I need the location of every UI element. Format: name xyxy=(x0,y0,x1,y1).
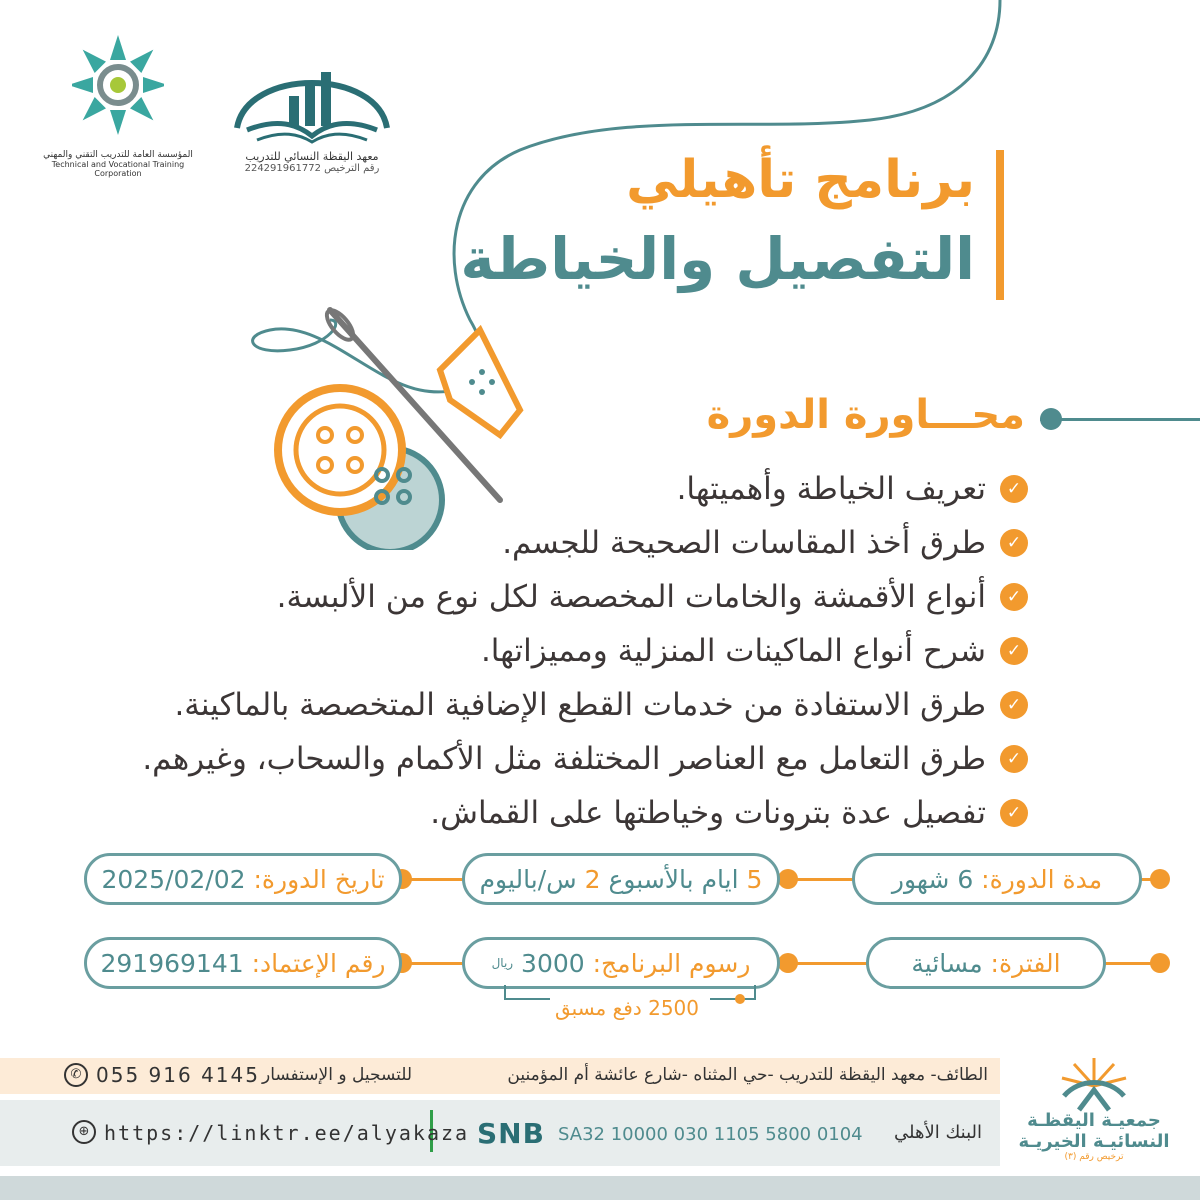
duration-label: مدة الدورة: xyxy=(981,864,1103,894)
topic-text: تفصيل عدة بترونات وخياطتها على القماش. xyxy=(430,795,986,831)
date-label: تاريخ الدورة: xyxy=(253,864,385,894)
linktree-link[interactable]: https://linktr.ee/alyakaza xyxy=(104,1121,470,1145)
section-connector-dot xyxy=(1040,408,1062,430)
charity-name-line2: النسائيـة الخيريـة xyxy=(1018,1131,1170,1152)
list-item xyxy=(48,786,1028,840)
connector-dot xyxy=(1150,953,1170,973)
check-icon: ✓ xyxy=(1000,745,1028,773)
duration-value: 6 شهور xyxy=(891,864,974,894)
charity-name-line1: جمعيـة اليقظـة xyxy=(1027,1110,1161,1131)
address-text: الطائف- معهد اليقظة للتدريب -حي المثناه -شارع عائشة أم المؤمنين xyxy=(507,1065,988,1085)
snb-logo: SNB xyxy=(477,1117,545,1150)
institute-license: رقم الترخيص 224291961772 xyxy=(244,163,380,174)
list-item xyxy=(48,570,1028,624)
register-label: للتسجيل و الإستفسار xyxy=(262,1065,413,1085)
accreditation-value: 291969141 xyxy=(100,948,244,978)
list-item xyxy=(48,624,1028,678)
connector-dot xyxy=(1150,869,1170,889)
check-icon: ✓ xyxy=(1000,637,1028,665)
institute-emblem-icon xyxy=(227,48,397,144)
institute-name: معهد اليقظة النسائي للتدريب xyxy=(245,150,379,163)
period-label: الفترة: xyxy=(990,948,1061,978)
phone-number[interactable]: 055 916 4145 xyxy=(96,1063,260,1087)
institute-logo xyxy=(222,48,402,174)
list-item xyxy=(48,462,1028,516)
accreditation-label: رقم الإعتماد: xyxy=(251,948,386,978)
phone-icon: ✆ xyxy=(64,1063,88,1087)
tvtc-emblem-icon xyxy=(72,30,164,140)
course-topics-heading: محـــاورة الدورة xyxy=(706,392,1025,438)
list-item xyxy=(48,732,1028,786)
check-icon: ✓ xyxy=(1000,691,1028,719)
bank-name: البنك الأهلي xyxy=(894,1122,982,1143)
check-icon: ✓ xyxy=(1000,529,1028,557)
topic-text: طرق أخذ المقاسات الصحيحة للجسم. xyxy=(502,525,986,561)
course-date-pill xyxy=(84,853,402,905)
connector-dot xyxy=(778,869,798,889)
period-value: مسائية xyxy=(911,948,983,978)
footer-strip xyxy=(0,1176,1200,1200)
section-connector-line xyxy=(1040,418,1200,421)
program-name-title: التفصيل والخياطة xyxy=(460,225,975,293)
schedule-text: ايام بالأسبوع xyxy=(608,864,739,894)
thimble-icon xyxy=(440,330,520,435)
topic-text: أنواع الأقمشة والخامات المخصصة لكل نوع من الألبسة. xyxy=(276,579,986,615)
check-icon: ✓ xyxy=(1000,475,1028,503)
list-item xyxy=(48,516,1028,570)
schedule-days: 5 xyxy=(746,864,763,894)
charity-emblem-icon xyxy=(1054,1056,1134,1112)
accreditation-pill xyxy=(84,937,402,989)
program-fees-pill xyxy=(462,937,780,989)
course-topics-list xyxy=(48,462,1028,840)
fees-label: رسوم البرنامج: xyxy=(592,948,751,978)
tvtc-name-en: Technical and Vocational Training Corporation xyxy=(51,160,185,178)
schedule-hours: 2 xyxy=(584,864,601,894)
tvtc-name-ar: المؤسسة العامة للتدريب التقني والمهني xyxy=(43,150,193,160)
tvtc-logo xyxy=(38,30,198,178)
iban-number: SA32 10000 030 1105 5800 0104 xyxy=(558,1124,863,1145)
globe-icon: ⊕ xyxy=(72,1120,96,1144)
topic-text: طرق التعامل مع العناصر المختلفة مثل الأكمام والسحاب، وغيرهم. xyxy=(142,741,986,777)
title-accent-bar xyxy=(996,150,1004,300)
charity-license: ترخيص رقم (٣) xyxy=(1064,1152,1124,1162)
topic-text: شرح أنواع الماكينات المنزلية ومميزاتها. xyxy=(480,633,986,669)
course-period-pill xyxy=(866,937,1106,989)
fees-currency: ريال xyxy=(491,956,514,970)
charity-logo xyxy=(1014,1052,1174,1170)
course-schedule-pill xyxy=(462,853,780,905)
list-item xyxy=(48,678,1028,732)
topic-text: طرق الاستفادة من خدمات القطع الإضافية المتخصصة بالماكينة. xyxy=(174,687,986,723)
schedule-end: س/باليوم xyxy=(479,864,577,894)
topic-text: تعريف الخياطة وأهميتها. xyxy=(676,471,986,507)
check-icon: ✓ xyxy=(1000,799,1028,827)
prepayment-note: 2500 دفع مسبق xyxy=(555,996,700,1020)
check-icon: ✓ xyxy=(1000,583,1028,611)
program-type-title: برنامج تأهيلي xyxy=(626,150,975,210)
connector-dot xyxy=(778,953,798,973)
course-duration-pill xyxy=(852,853,1142,905)
date-value: 2025/02/02 xyxy=(101,864,246,894)
fees-value: 3000 xyxy=(521,948,585,978)
